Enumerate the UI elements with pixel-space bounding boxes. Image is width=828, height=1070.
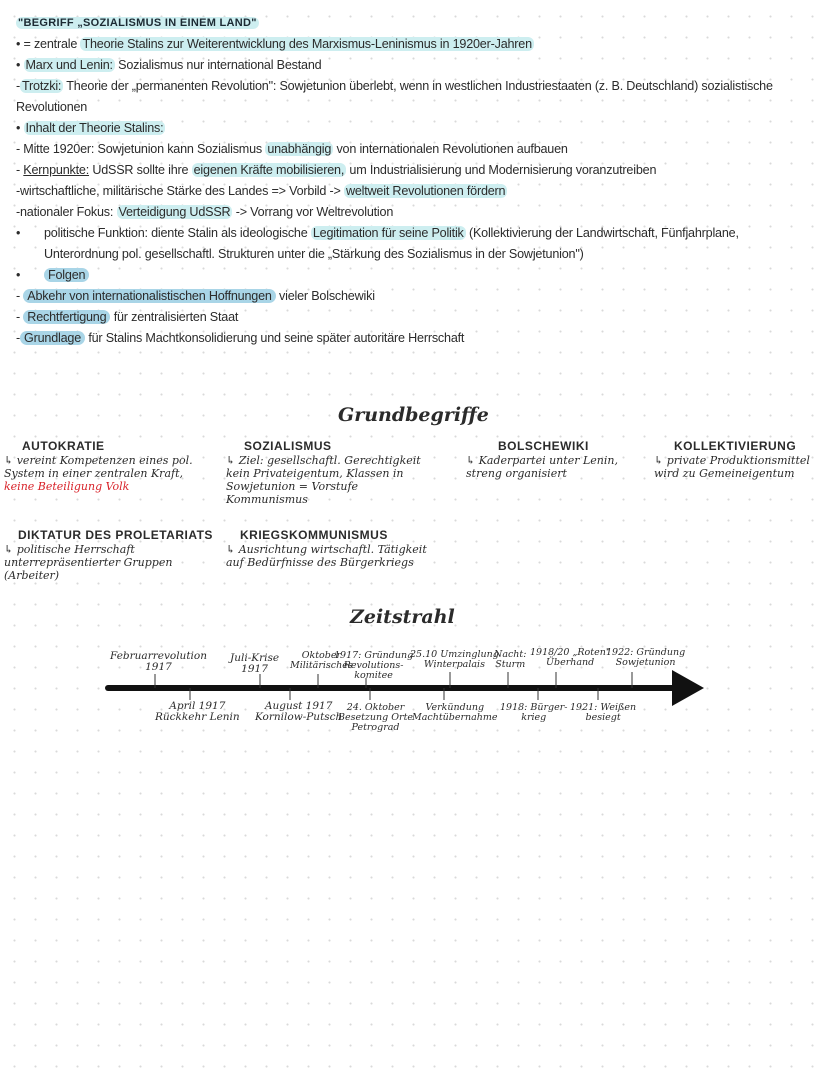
note-highlight: eigenen Kräfte mobilisieren, [193, 163, 345, 177]
event-line: 1917 [145, 661, 172, 673]
event-line: Besetzung Orte [338, 712, 414, 723]
grundbegriffe-title: Grundbegriffe [338, 404, 489, 426]
event-line: Februarrevolution [110, 650, 207, 662]
event-line: komitee [354, 670, 393, 681]
note-highlight: Abkehr von internationalistischen Hoffnungen [23, 289, 275, 303]
term-head: BOLSCHEWIKI [498, 439, 589, 453]
timeline-event [570, 703, 636, 723]
note-text: -nationaler Fokus: [16, 205, 117, 219]
note-text: -> Vorrang vor Weltrevolution [232, 205, 394, 219]
note-highlight: Marx und Lenin: [25, 58, 113, 72]
timeline-event [338, 703, 413, 733]
event-line: besiegt [585, 712, 621, 723]
note-text: - [16, 331, 20, 345]
term-body: ↳ politische Herrschaft unterrepräsentierter Gruppen (Arbeiter) [4, 543, 173, 582]
note-text: UdSSR sollte ihre [89, 163, 192, 177]
event-line: 1922: Gründung [606, 647, 686, 658]
note-text: - [16, 79, 20, 93]
event-line: Oktober [301, 650, 342, 661]
note-text: von internationalen Revolutionen aufbauen [333, 142, 568, 156]
event-line: 1918/20 „Roten" [530, 647, 611, 658]
note-text: • = zentrale [16, 37, 81, 51]
term-body-text: ↳ vereint Kompetenzen eines pol. System in einer zentralen Kraft, [4, 454, 193, 480]
event-line: Sowjetunion [615, 657, 676, 668]
note-highlight: Theorie Stalins zur Weiterentwicklung des Marxismus-Leninismus in 1920er-Jahren [82, 37, 532, 51]
note-text: • [16, 121, 24, 135]
event-line: 24. Oktober [346, 702, 405, 713]
event-line: krieg [521, 712, 547, 723]
term-head: AUTOKRATIE [22, 439, 105, 453]
term-head: SOZIALISMUS [244, 439, 332, 453]
term-body: ↳ Kaderpartei unter Lenin, streng organisiert [466, 454, 618, 480]
term-body: ↳ private Produktionsmittel wird zu Gemeineigentum [654, 454, 810, 480]
timeline-event [606, 648, 685, 668]
note-highlight: Inhalt der Theorie Stalins: [25, 121, 164, 135]
event-line: Machtübernahme [412, 712, 498, 723]
term-head: KRIEGSKOMMUNISMUS [240, 528, 388, 542]
event-line: Kornilow-Putsch [255, 711, 343, 723]
timeline-event [110, 651, 207, 673]
note-text: für zentralisierten Staat [110, 310, 239, 324]
note-text: (Kollektivierung der Landwirtschaft, Fünfjahrplane, Unterordnung pol. gesellschaftl. Strukturen unter die „Stärkung des Sozialismus in der Sowjetunion") [44, 226, 739, 261]
timeline-arrowhead [672, 670, 704, 706]
note-text: - Mitte 1920er: Sowjetunion kann Sozialismus [16, 142, 266, 156]
timeline-event [230, 653, 279, 675]
note-text: • [16, 58, 24, 72]
event-line: Revolutions- [343, 660, 404, 671]
zeitstrahl-title: Zeitstrahl [350, 606, 455, 628]
event-line: Rückkehr Lenin [155, 711, 240, 723]
term-body: ↳ Ziel: gesellschaftl. Gerechtigkeit kein Privateigentum, Klassen in Sowjetunion = Vorstufe Kommunismus [226, 454, 421, 506]
note-text: für Stalins Machtkonsolidierung und seine später autoritäre Herrschaft [85, 331, 465, 345]
note-text: Sozialismus nur international Bestand [114, 58, 322, 72]
term-body-red: keine Beteiligung Volk [4, 480, 130, 493]
event-line: Petrograd [351, 722, 400, 733]
term-head: KOLLEKTIVIERUNG [674, 439, 797, 453]
event-line: Militärisches [290, 660, 353, 671]
note-highlight: Folgen [44, 268, 89, 282]
note-highlight: Verteidigung UdSSR [118, 205, 231, 219]
note-underline: Kernpunkte: [23, 163, 90, 177]
event-line: August 1917 [264, 700, 333, 712]
event-line: Nacht: [494, 649, 527, 660]
note-text: - [16, 289, 24, 303]
event-line: Verkündung [425, 702, 485, 713]
timeline-event [334, 651, 413, 681]
timeline-event [494, 650, 526, 670]
note-highlight: Rechtfertigung [23, 310, 110, 324]
timeline-event [412, 703, 498, 723]
note-highlight: Legitimation für seine Politik [312, 226, 464, 240]
note-text: - [16, 310, 24, 324]
note-highlight: unabhängig [267, 142, 332, 156]
event-line: 1917: Gründung [334, 650, 414, 661]
note-text: - [16, 163, 24, 177]
event-line: Juli-Krise [230, 652, 280, 664]
timeline-event [410, 650, 499, 670]
timeline-event [500, 703, 568, 723]
event-line: 1917 [241, 663, 268, 675]
event-line: 1918: Bürger- [500, 702, 568, 713]
note-text: vieler Bolschewiki [275, 289, 375, 303]
event-line: April 1917 [169, 700, 226, 712]
event-line: 25.10 Umzinglung [410, 649, 499, 660]
bullet: • [16, 268, 21, 282]
notes-title-text: "BEGRIFF „SOZIALISMUS IN EINEM LAND" [18, 17, 257, 29]
note-highlight: Trotzki: [22, 79, 62, 93]
timeline-event [255, 701, 342, 723]
note-text: um Industrialisierung und Modernisierung voranzutreiben [346, 163, 657, 177]
event-line: Überhand [545, 657, 595, 668]
note-highlight: Grundlage [20, 331, 85, 345]
term-head: DIKTATUR DES PROLETARIATS [18, 528, 213, 542]
event-line: 1921: Weißen [570, 702, 637, 713]
note-highlight: weltweit Revolutionen fördern [345, 184, 506, 198]
note-text: -wirtschaftliche, militärische Stärke des Landes => Vorbild -> [16, 184, 344, 198]
timeline-event [155, 701, 240, 723]
event-line: Winterpalais [423, 659, 485, 670]
event-line: Sturm [495, 659, 526, 670]
note-text: politische Funktion: diente Stalin als ideologische [44, 226, 311, 240]
note-text: Theorie der „permanenten Revolution": Sowjetunion überlebt, wenn in westlichen Industriestaaten (z. B. Deutschland) sozialistische Revolutionen [16, 79, 773, 114]
bullet: • [16, 226, 21, 240]
term-body: ↳ Ausrichtung wirtschaftl. Tätigkeit auf Bedürfnisse des Bürgerkriegs [226, 543, 427, 569]
timeline-event [530, 648, 610, 668]
